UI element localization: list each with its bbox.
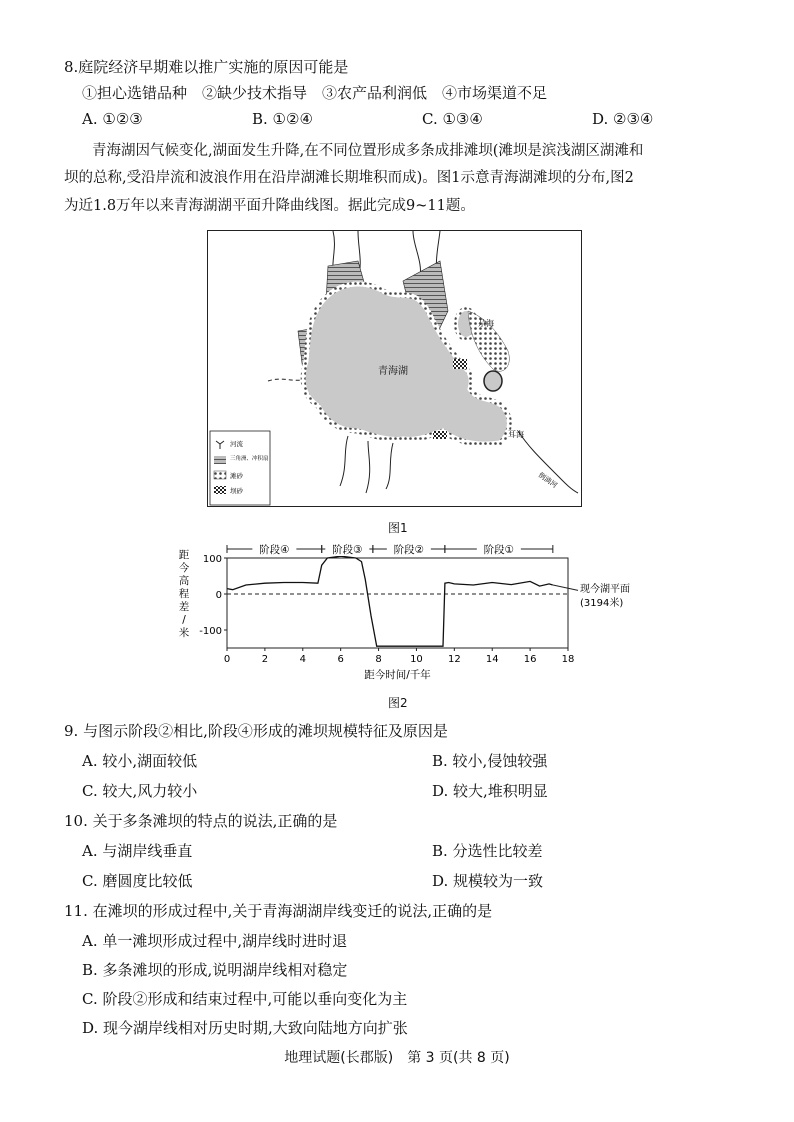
daotang-river-label: 倒淌河 <box>536 471 559 490</box>
x-tick-label: 12 <box>447 654 461 665</box>
page-footer: 地理试题(长郡版) 第 3 页(共 8 页) <box>284 1050 510 1066</box>
y-tick-label: 100 <box>202 554 222 565</box>
stage-label: 阶段① <box>483 544 515 556</box>
y-axis-label-char: 距 <box>178 549 190 561</box>
x-tick-label: 10 <box>410 654 423 665</box>
y-axis-label-char: 米 <box>178 627 190 639</box>
legend-river: 河流 <box>230 440 243 448</box>
question-10-option-b[interactable]: B. 分选性比较差 <box>432 842 543 860</box>
ref-leader-line <box>553 585 578 590</box>
lake-label: 青海湖 <box>378 366 408 377</box>
question-11-option-c[interactable]: C. 阶段②形成和结束过程中,可能以垂向变化为主 <box>82 990 408 1008</box>
bar-sand-patch-south <box>433 431 447 439</box>
stage-label: 阶段③ <box>332 544 363 556</box>
y-axis-label-char: 今 <box>178 562 190 574</box>
x-tick-label: 4 <box>299 654 306 665</box>
y-axis-label-char: 高 <box>178 575 190 587</box>
question-11-stem: 11. 在滩坝的形成过程中,关于青海湖湖岸线变迁的说法,正确的是 <box>64 902 493 920</box>
question-8-stem: 8.庭院经济早期难以推广实施的原因可能是 <box>64 58 349 76</box>
question-9-stem: 9. 与图示阶段②相比,阶段④形成的滩坝规模特征及原因是 <box>64 722 448 740</box>
intro-line-2: 坝的总称,受沿岸流和波浪作用在沿岸湖滩长期堆积而成)。图1示意青海湖滩坝的分布,图2 <box>64 170 634 186</box>
intro-line-3: 为近1.8万年以来青海湖湖平面升降曲线图。据此完成9~11题。 <box>64 198 475 214</box>
map-legend <box>210 431 270 505</box>
figure-1-caption: 图1 <box>388 521 408 535</box>
x-axis-label: 距今时间/千年 <box>364 669 431 681</box>
x-tick-label: 18 <box>561 654 575 665</box>
question-11-option-b[interactable]: B. 多条滩坝的形成,说明湖岸线相对稳定 <box>82 961 348 979</box>
figure-2-caption: 图2 <box>388 696 408 710</box>
x-tick-label: 2 <box>261 654 269 665</box>
question-9-option-c[interactable]: C. 较大,风力较小 <box>82 782 198 800</box>
question-11-option-d[interactable]: D. 现今湖岸线相对历史时期,大致向陆地方向扩张 <box>82 1019 408 1037</box>
x-tick-label: 14 <box>485 654 499 665</box>
stage-label: 阶段④ <box>259 544 290 556</box>
ref-value: (3194米) <box>580 598 624 609</box>
stage-label: 阶段② <box>393 544 425 556</box>
y-tick-label: 0 <box>215 590 222 601</box>
y-axis-label-char: / <box>182 614 186 626</box>
lake-level-curve <box>227 556 553 646</box>
legend-bar: 坝砂 <box>230 487 243 495</box>
x-tick-label: 6 <box>337 654 344 665</box>
x-tick-label: 16 <box>523 654 537 665</box>
question-8-option-a[interactable]: A. ①②③ <box>82 110 143 128</box>
ref-label: 现今湖平面 <box>580 584 630 595</box>
question-8-items: ①担心选错品种 ②缺少技术指导 ③农产品利润低 ④市场渠道不足 <box>82 84 548 102</box>
figure-1-map <box>207 230 582 507</box>
y-tick-label: -100 <box>199 626 222 637</box>
plot-frame <box>227 558 568 648</box>
question-10-option-d[interactable]: D. 规模较为一致 <box>432 872 544 890</box>
legend-delta: 三角洲、冲积扇 <box>230 456 269 462</box>
x-tick-label: 8 <box>375 654 382 665</box>
map-svg <box>208 231 581 506</box>
question-10-option-a[interactable]: A. 与湖岸线垂直 <box>82 842 193 860</box>
question-9-option-a[interactable]: A. 较小,湖面较低 <box>82 752 198 770</box>
qinghai-lake <box>303 284 509 444</box>
legend-beach: 滩砂 <box>230 472 243 480</box>
question-8-option-b[interactable]: B. ①②④ <box>252 110 313 128</box>
question-10-stem: 10. 关于多条滩坝的特点的说法,正确的是 <box>64 812 338 830</box>
question-9-option-b[interactable]: B. 较小,侵蚀较强 <box>432 752 548 770</box>
figure-2-chart <box>172 540 672 690</box>
delta-legend-icon <box>214 456 226 464</box>
question-10-option-c[interactable]: C. 磨圆度比较低 <box>82 872 193 890</box>
question-11-option-a[interactable]: A. 单一滩坝形成过程中,湖岸线时进时退 <box>82 932 348 950</box>
question-8-option-c[interactable]: C. ①③④ <box>422 110 483 128</box>
beach-legend-icon <box>214 471 226 479</box>
y-axis-label-char: 差 <box>178 601 190 613</box>
question-8-option-d[interactable]: D. ②③④ <box>592 110 654 128</box>
er-hai-label: 耳海 <box>508 430 524 439</box>
er-hai-lake <box>484 371 502 391</box>
bar-legend-icon <box>214 486 226 494</box>
x-tick-label: 0 <box>223 654 231 665</box>
bar-sand-patch <box>453 359 467 369</box>
ga-hai-label: 尕海 <box>478 319 494 328</box>
question-9-option-d[interactable]: D. 较大,堆积明显 <box>432 782 548 800</box>
intro-line-1: 青海湖因气候变化,湖面发生升降,在不同位置形成多条成排滩坝(滩坝是滨浅湖区湖滩和 <box>92 143 644 159</box>
y-axis-label-char: 程 <box>178 588 190 600</box>
